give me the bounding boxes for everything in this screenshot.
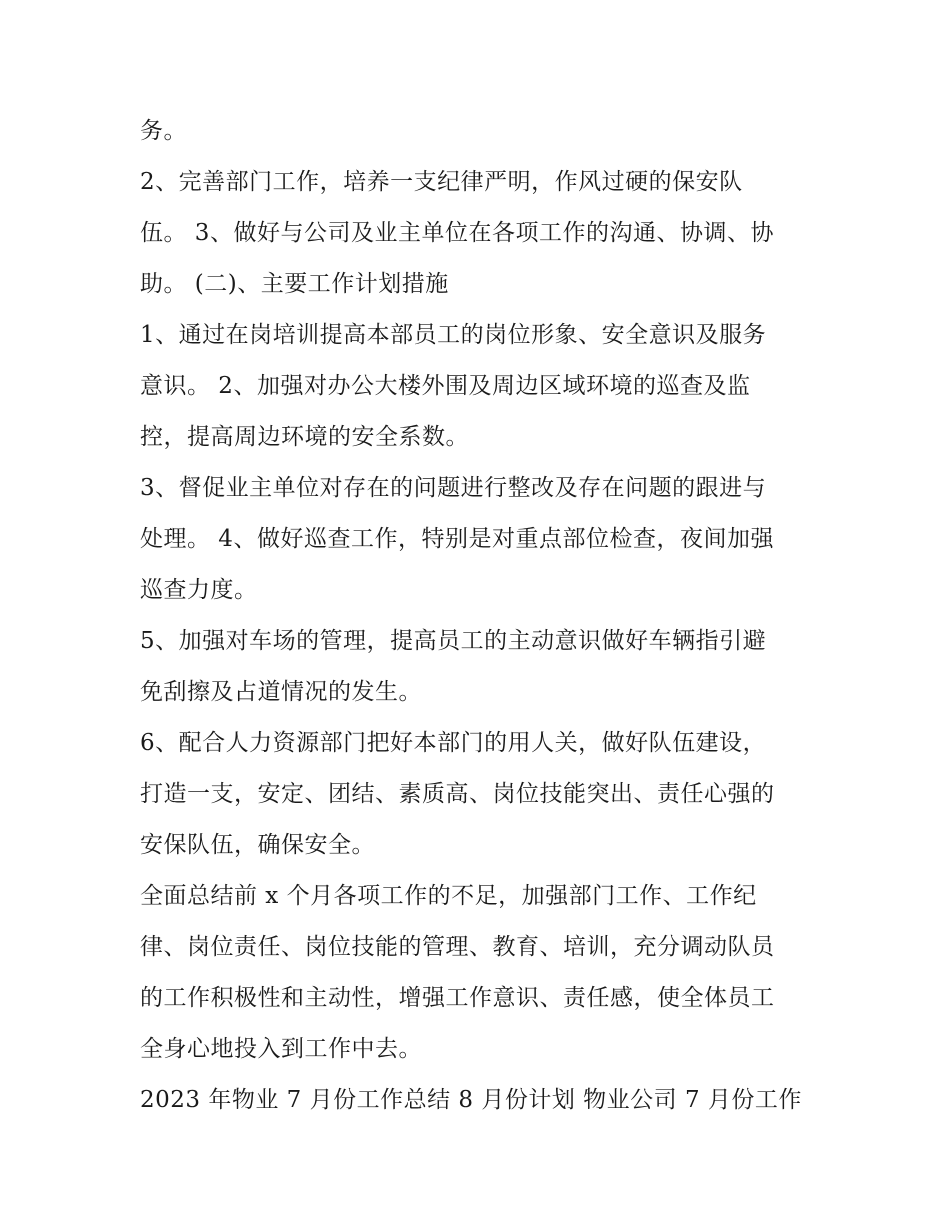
document-body (140, 106, 820, 1126)
text-line: 2023 年物业 7 月份工作总结 8 月份计划 物业公司 7 月份工作 (140, 1087, 802, 1113)
text-line: 安保队伍，确保安全。 (140, 832, 375, 858)
text-line: 的工作积极性和主动性，增强工作意识、责任感，使全体员工 (140, 985, 775, 1011)
text-line: 伍。 3、做好与公司及业主单位在各项工作的沟通、协调、协 (140, 220, 774, 246)
text-line: 3、督促业主单位对存在的问题进行整改及存在问题的跟进与 (140, 475, 767, 501)
text-line: 6、配合人力资源部门把好本部门的用人关，做好队伍建设， (140, 730, 767, 756)
text-line: 2、完善部门工作，培养一支纪律严明，作风过硬的保安队 (140, 169, 743, 195)
text-line: 控，提高周边环境的安全系数。 (140, 424, 469, 450)
text-line: 律、岗位责任、岗位技能的管理、教育、培训，充分调动队员 (140, 934, 775, 960)
text-line: 全身心地投入到工作中去。 (140, 1036, 422, 1062)
text-line: 打造一支，安定、团结、素质高、岗位技能突出、责任心强的 (140, 781, 775, 807)
text-line: 1、通过在岗培训提高本部员工的岗位形象、安全意识及服务 (140, 322, 767, 348)
text-line: 巡查力度。 (140, 577, 258, 603)
text-line: 5、加强对车场的管理，提高员工的主动意识做好车辆指引避 (140, 628, 767, 654)
text-line: 全面总结前 x 个月各项工作的不足，加强部门工作、工作纪 (140, 883, 757, 909)
text-line: 处理。 4、做好巡查工作，特别是对重点部位检查，夜间加强 (140, 526, 774, 552)
text-line: 免刮擦及占道情况的发生。 (140, 679, 422, 705)
text-line: 意识。 2、加强对办公大楼外围及周边区域环境的巡查及监 (140, 373, 751, 399)
text-line: 助。 (二)、主要工作计划措施 (140, 271, 449, 297)
text-line: 务。 (140, 118, 187, 144)
